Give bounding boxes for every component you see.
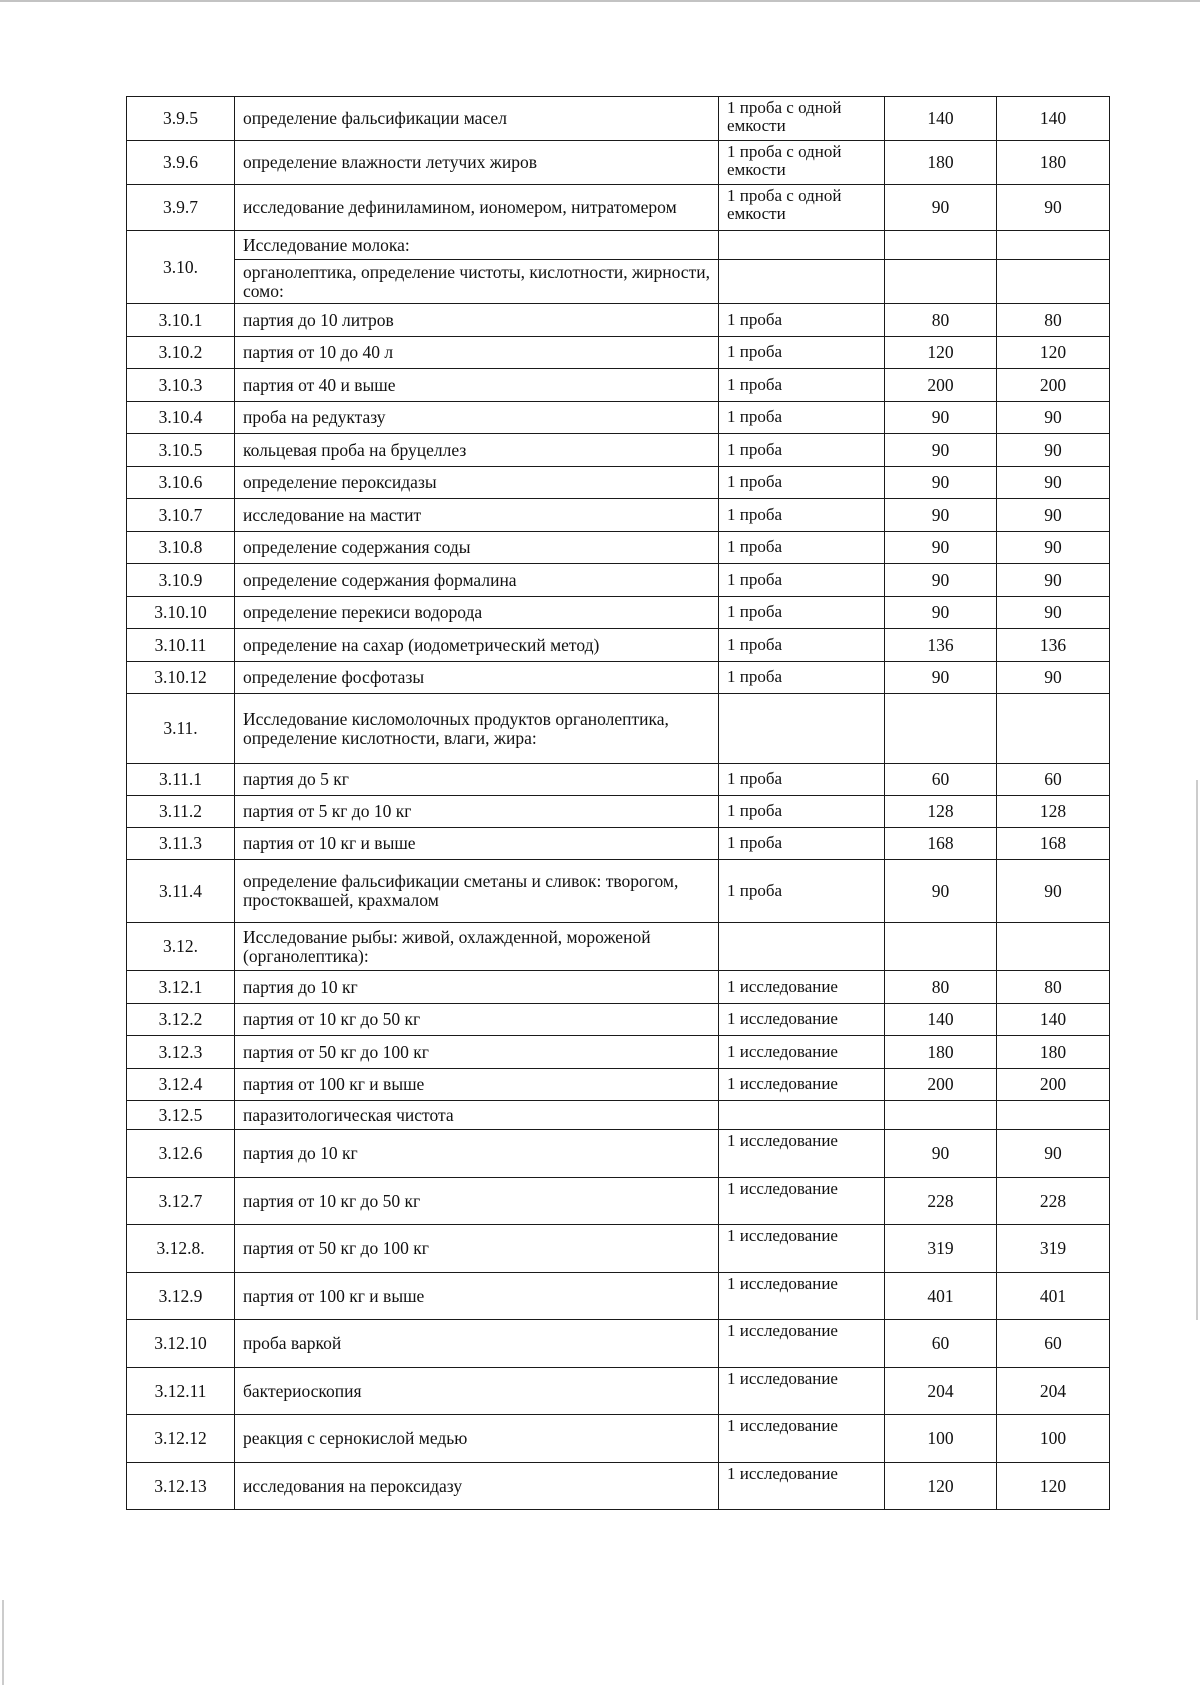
row-code: 3.10.10 <box>127 597 235 629</box>
row-description: определение влажности летучих жиров <box>235 141 719 185</box>
row-unit: 1 исследование <box>719 1130 885 1178</box>
row-description: партия до 10 кг <box>235 1130 719 1178</box>
table-row <box>127 97 1110 141</box>
row-price-2: 80 <box>997 971 1110 1004</box>
scan-edge-right <box>1196 780 1198 1320</box>
row-description: исследование на мастит <box>235 499 719 532</box>
row-price-2: 180 <box>997 1036 1110 1069</box>
row-unit: 1 исследование <box>719 1320 885 1368</box>
row-description: определение фальсификации сметаны и сливок: творогом, простоквашей, крахмалом <box>235 860 719 923</box>
row-description: определение содержания соды <box>235 532 719 564</box>
row-price-1: 90 <box>885 662 997 694</box>
row-price-2: 228 <box>997 1178 1110 1225</box>
row-code: 3.12.9 <box>127 1273 235 1320</box>
table-row <box>127 860 1110 923</box>
row-unit: 1 проба <box>719 597 885 629</box>
row-unit: 1 исследование <box>719 1004 885 1036</box>
row-price-1: 90 <box>885 1130 997 1178</box>
row-price-1: 90 <box>885 532 997 564</box>
row-price-1: 140 <box>885 97 997 141</box>
row-code: 3.9.5 <box>127 97 235 141</box>
scan-edge-top <box>0 0 1200 2</box>
row-unit: 1 проба <box>719 532 885 564</box>
row-price-2: 120 <box>997 1463 1110 1510</box>
row-description: определение перекиси водорода <box>235 597 719 629</box>
row-code: 3.12.7 <box>127 1178 235 1225</box>
row-description: партия от 10 кг до 50 кг <box>235 1178 719 1225</box>
row-unit: 1 исследование <box>719 1368 885 1415</box>
row-description: партия от 50 кг до 100 кг <box>235 1036 719 1069</box>
row-price-1: 228 <box>885 1178 997 1225</box>
row-code: 3.10.4 <box>127 402 235 434</box>
row-description: партия от 40 и выше <box>235 369 719 402</box>
row-code: 3.12.6 <box>127 1130 235 1178</box>
row-code: 3.12.8. <box>127 1225 235 1273</box>
row-description: партия от 10 до 40 л <box>235 337 719 369</box>
row-description: партия от 50 кг до 100 кг <box>235 1225 719 1273</box>
row-unit: 1 проба <box>719 369 885 402</box>
row-code: 3.11.1 <box>127 764 235 796</box>
row-price-2: 80 <box>997 304 1110 337</box>
row-price-1: 120 <box>885 1463 997 1510</box>
row-price-1: 90 <box>885 597 997 629</box>
table-row <box>127 1069 1110 1101</box>
row-description: партия до 10 кг <box>235 971 719 1004</box>
row-description: определение содержания формалина <box>235 564 719 597</box>
row-price-2: 90 <box>997 402 1110 434</box>
row-price-1: 319 <box>885 1225 997 1273</box>
row-code: 3.10.11 <box>127 629 235 662</box>
row-price-1: 180 <box>885 1036 997 1069</box>
price-table <box>126 96 1110 1510</box>
table-row <box>127 402 1110 434</box>
table-row <box>127 1273 1110 1320</box>
row-price-1: 136 <box>885 629 997 662</box>
table-row <box>127 337 1110 369</box>
row-price-1: 90 <box>885 402 997 434</box>
row-price-1: 180 <box>885 141 997 185</box>
table-row <box>127 369 1110 402</box>
row-price-1: 200 <box>885 1069 997 1101</box>
row-price-2: 90 <box>997 467 1110 499</box>
row-description: исследования на пероксидазу <box>235 1463 719 1510</box>
row-description: паразитологическая чистота <box>235 1101 719 1130</box>
row-description: реакция с сернокислой медью <box>235 1415 719 1463</box>
table-row <box>127 499 1110 532</box>
row-description: Исследование рыбы: живой, охлажденной, мороженой (органолептика): <box>235 923 719 971</box>
row-code: 3.12.5 <box>127 1101 235 1130</box>
row-price-1: 401 <box>885 1273 997 1320</box>
row-unit: 1 проба <box>719 828 885 860</box>
row-price-1: 90 <box>885 564 997 597</box>
table-row <box>127 532 1110 564</box>
row-price-2: 401 <box>997 1273 1110 1320</box>
row-price-2: 60 <box>997 764 1110 796</box>
row-price-2: 200 <box>997 1069 1110 1101</box>
row-price-1: 204 <box>885 1368 997 1415</box>
row-code: 3.10.8 <box>127 532 235 564</box>
row-price-1: 80 <box>885 304 997 337</box>
row-unit: 1 проба <box>719 860 885 923</box>
row-unit: 1 исследование <box>719 1178 885 1225</box>
row-code: 3.10.6 <box>127 467 235 499</box>
table-row <box>127 1225 1110 1273</box>
row-price-1: 90 <box>885 185 997 231</box>
row-code: 3.9.7 <box>127 185 235 231</box>
row-description: кольцевая проба на бруцеллез <box>235 434 719 467</box>
table-row-section-header <box>127 694 1110 764</box>
row-price-1: 140 <box>885 1004 997 1036</box>
scan-edge-left <box>2 1600 4 1685</box>
row-description: Исследование кисломолочных продуктов органолептика, определение кислотности, влаги, жира: <box>235 694 719 764</box>
row-unit: 1 исследование <box>719 1273 885 1320</box>
row-unit: 1 исследование <box>719 971 885 1004</box>
row-description: партия от 100 кг и выше <box>235 1069 719 1101</box>
row-code: 3.12.13 <box>127 1463 235 1510</box>
row-price-2: 90 <box>997 1130 1110 1178</box>
table-row <box>127 304 1110 337</box>
row-code: 3.11.3 <box>127 828 235 860</box>
row-price-2: 90 <box>997 499 1110 532</box>
row-code: 3.10.1 <box>127 304 235 337</box>
row-description: партия от 5 кг до 10 кг <box>235 796 719 828</box>
row-unit: 1 проба с одной емкости <box>719 185 885 231</box>
row-code: 3.10. <box>127 231 235 304</box>
row-price-2: 100 <box>997 1415 1110 1463</box>
row-description: партия до 10 литров <box>235 304 719 337</box>
row-code: 3.11. <box>127 694 235 764</box>
row-description: определение фальсификации масел <box>235 97 719 141</box>
row-price-1: 90 <box>885 467 997 499</box>
row-code: 3.12.4 <box>127 1069 235 1101</box>
row-unit: 1 проба <box>719 662 885 694</box>
row-code: 3.10.7 <box>127 499 235 532</box>
table-row <box>127 1178 1110 1225</box>
row-unit: 1 проба <box>719 796 885 828</box>
row-code: 3.10.2 <box>127 337 235 369</box>
row-code: 3.12.11 <box>127 1368 235 1415</box>
row-price-1: 100 <box>885 1415 997 1463</box>
row-unit: 1 проба с одной емкости <box>719 97 885 141</box>
table-row <box>127 467 1110 499</box>
row-description: исследование дефиниламином, иономером, нитратомером <box>235 185 719 231</box>
row-price-1: 120 <box>885 337 997 369</box>
row-description: определение на сахар (иодометрический метод) <box>235 629 719 662</box>
row-description: проба на редуктазу <box>235 402 719 434</box>
row-unit: 1 исследование <box>719 1069 885 1101</box>
table-row <box>127 1036 1110 1069</box>
table-row <box>127 662 1110 694</box>
row-price-1: 80 <box>885 971 997 1004</box>
row-price-1: 200 <box>885 369 997 402</box>
row-unit: 1 проба <box>719 304 885 337</box>
row-unit: 1 проба <box>719 402 885 434</box>
row-price-2: 90 <box>997 185 1110 231</box>
table-row-section-header <box>127 231 1110 260</box>
row-price-2: 168 <box>997 828 1110 860</box>
table-row <box>127 828 1110 860</box>
table-row <box>127 1130 1110 1178</box>
row-price-1: 60 <box>885 1320 997 1368</box>
table-row <box>127 1004 1110 1036</box>
row-unit: 1 проба <box>719 434 885 467</box>
row-price-1: 128 <box>885 796 997 828</box>
row-code: 3.9.6 <box>127 141 235 185</box>
row-price-2: 128 <box>997 796 1110 828</box>
table-row <box>127 141 1110 185</box>
row-unit: 1 проба с одной емкости <box>719 141 885 185</box>
table-row <box>127 1463 1110 1510</box>
row-price-2: 90 <box>997 564 1110 597</box>
row-price-2: 120 <box>997 337 1110 369</box>
row-description: определение фосфотазы <box>235 662 719 694</box>
row-price-1: 90 <box>885 499 997 532</box>
table-row <box>127 1101 1110 1130</box>
row-description: партия от 10 кг до 50 кг <box>235 1004 719 1036</box>
row-code: 3.11.4 <box>127 860 235 923</box>
row-description: определение пероксидазы <box>235 467 719 499</box>
row-code: 3.10.5 <box>127 434 235 467</box>
row-code: 3.12. <box>127 923 235 971</box>
row-price-2: 140 <box>997 1004 1110 1036</box>
row-description: бактериоскопия <box>235 1368 719 1415</box>
row-code: 3.12.1 <box>127 971 235 1004</box>
row-unit: 1 проба <box>719 629 885 662</box>
table-row <box>127 1415 1110 1463</box>
row-price-1: 60 <box>885 764 997 796</box>
row-price-2: 136 <box>997 629 1110 662</box>
row-code: 3.12.2 <box>127 1004 235 1036</box>
table-row <box>127 971 1110 1004</box>
row-description: партия от 10 кг и выше <box>235 828 719 860</box>
row-price-2: 90 <box>997 434 1110 467</box>
table-row <box>127 1320 1110 1368</box>
row-code: 3.10.12 <box>127 662 235 694</box>
row-price-1: 168 <box>885 828 997 860</box>
row-unit: 1 исследование <box>719 1036 885 1069</box>
row-unit: 1 проба <box>719 467 885 499</box>
table-row <box>127 629 1110 662</box>
row-price-2: 319 <box>997 1225 1110 1273</box>
row-unit: 1 исследование <box>719 1463 885 1510</box>
row-code: 3.10.9 <box>127 564 235 597</box>
row-unit: 1 проба <box>719 499 885 532</box>
row-price-2: 90 <box>997 532 1110 564</box>
row-price-2: 90 <box>997 662 1110 694</box>
row-price-2: 140 <box>997 97 1110 141</box>
row-code: 3.12.3 <box>127 1036 235 1069</box>
row-price-2: 180 <box>997 141 1110 185</box>
table-row <box>127 434 1110 467</box>
table-row <box>127 564 1110 597</box>
row-description: партия от 100 кг и выше <box>235 1273 719 1320</box>
row-description-2: органолептика, определение чистоты, кислотности, жирности, сомо: <box>235 260 719 304</box>
row-description: партия до 5 кг <box>235 764 719 796</box>
row-unit: 1 проба <box>719 564 885 597</box>
row-description: Исследование молока: <box>235 231 719 260</box>
table-row <box>127 764 1110 796</box>
row-price-1: 90 <box>885 434 997 467</box>
table-row-section-header <box>127 260 1110 304</box>
row-price-2: 204 <box>997 1368 1110 1415</box>
row-price-2: 200 <box>997 369 1110 402</box>
row-code: 3.11.2 <box>127 796 235 828</box>
row-price-2: 60 <box>997 1320 1110 1368</box>
row-code: 3.12.10 <box>127 1320 235 1368</box>
row-unit: 1 проба <box>719 337 885 369</box>
row-unit: 1 проба <box>719 764 885 796</box>
row-price-1: 90 <box>885 860 997 923</box>
row-code: 3.12.12 <box>127 1415 235 1463</box>
row-price-2: 90 <box>997 860 1110 923</box>
row-description: проба варкой <box>235 1320 719 1368</box>
table-row <box>127 185 1110 231</box>
table-row <box>127 1368 1110 1415</box>
table-row-section-header <box>127 923 1110 971</box>
table-row <box>127 796 1110 828</box>
row-code: 3.10.3 <box>127 369 235 402</box>
row-unit: 1 исследование <box>719 1225 885 1273</box>
row-unit: 1 исследование <box>719 1415 885 1463</box>
table-row <box>127 597 1110 629</box>
row-price-2: 90 <box>997 597 1110 629</box>
